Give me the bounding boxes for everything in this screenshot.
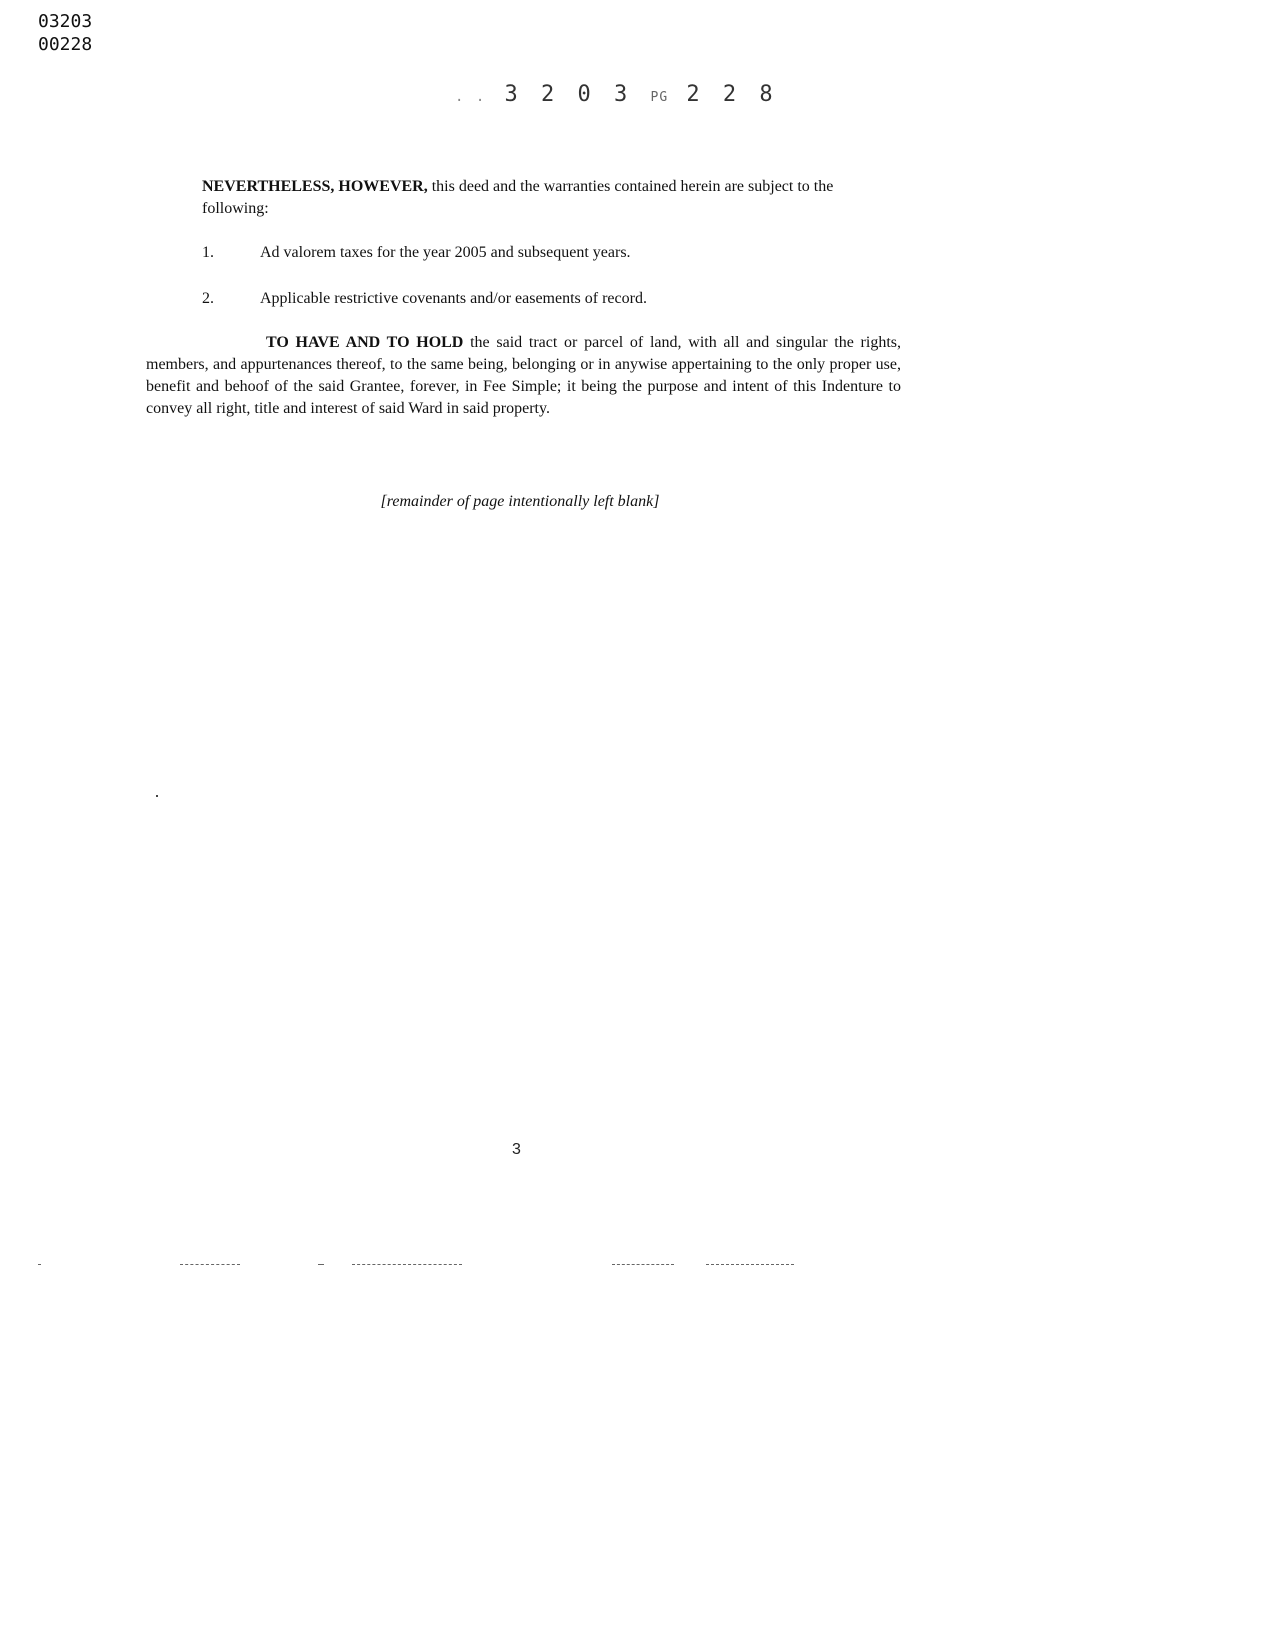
page-number: 3 [512, 1141, 521, 1158]
scan-speck [156, 795, 158, 797]
scan-edge-artifacts [0, 1262, 1275, 1268]
scan-artifact [352, 1264, 462, 1266]
list-item [202, 288, 882, 310]
subject-lead: NEVERTHELESS, HOWEVER, [202, 178, 428, 195]
list-item-number: 2. [202, 290, 214, 307]
list-item [202, 242, 882, 264]
record-page-id: 00228 [38, 34, 93, 55]
scan-artifact [706, 1264, 794, 1266]
subject-paragraph [202, 176, 862, 220]
habendum-text: the said tract or parcel of land, with all and singular the rights, members, and appurtenances thereof, to the same being, belonging or in anywise appertaining to the only proper use, benefit and behoof of the said Grantee, forever, in Fee Simple; it being the purpose and intent of this Indenture to convey all right, title and interest of said Ward in said property. [146, 334, 901, 417]
stamp-prefix: . . [455, 89, 487, 105]
list-item-text: Applicable restrictive covenants and/or easements of record. [260, 290, 647, 307]
scan-artifact [180, 1264, 240, 1266]
habendum-paragraph [146, 332, 901, 420]
book-page-stamp [455, 82, 778, 107]
scan-artifact [318, 1264, 324, 1266]
subject-text: this deed and the warranties contained herein are subject to the following: [202, 178, 834, 217]
scan-artifact [612, 1264, 674, 1266]
stamp-pg-label: PG [650, 90, 669, 105]
stamp-page: 2 2 8 [686, 82, 778, 107]
stamp-book: 3 2 0 3 [504, 82, 633, 107]
record-book-id: 03203 [38, 11, 93, 32]
habendum-lead: TO HAVE AND TO HOLD [266, 334, 464, 351]
list-item-text: Ad valorem taxes for the year 2005 and subsequent years. [260, 244, 631, 261]
blank-page-note: [remainder of page intentionally left blank] [380, 493, 660, 510]
scan-artifact [38, 1264, 41, 1266]
list-item-number: 1. [202, 244, 214, 261]
record-id [38, 10, 92, 56]
